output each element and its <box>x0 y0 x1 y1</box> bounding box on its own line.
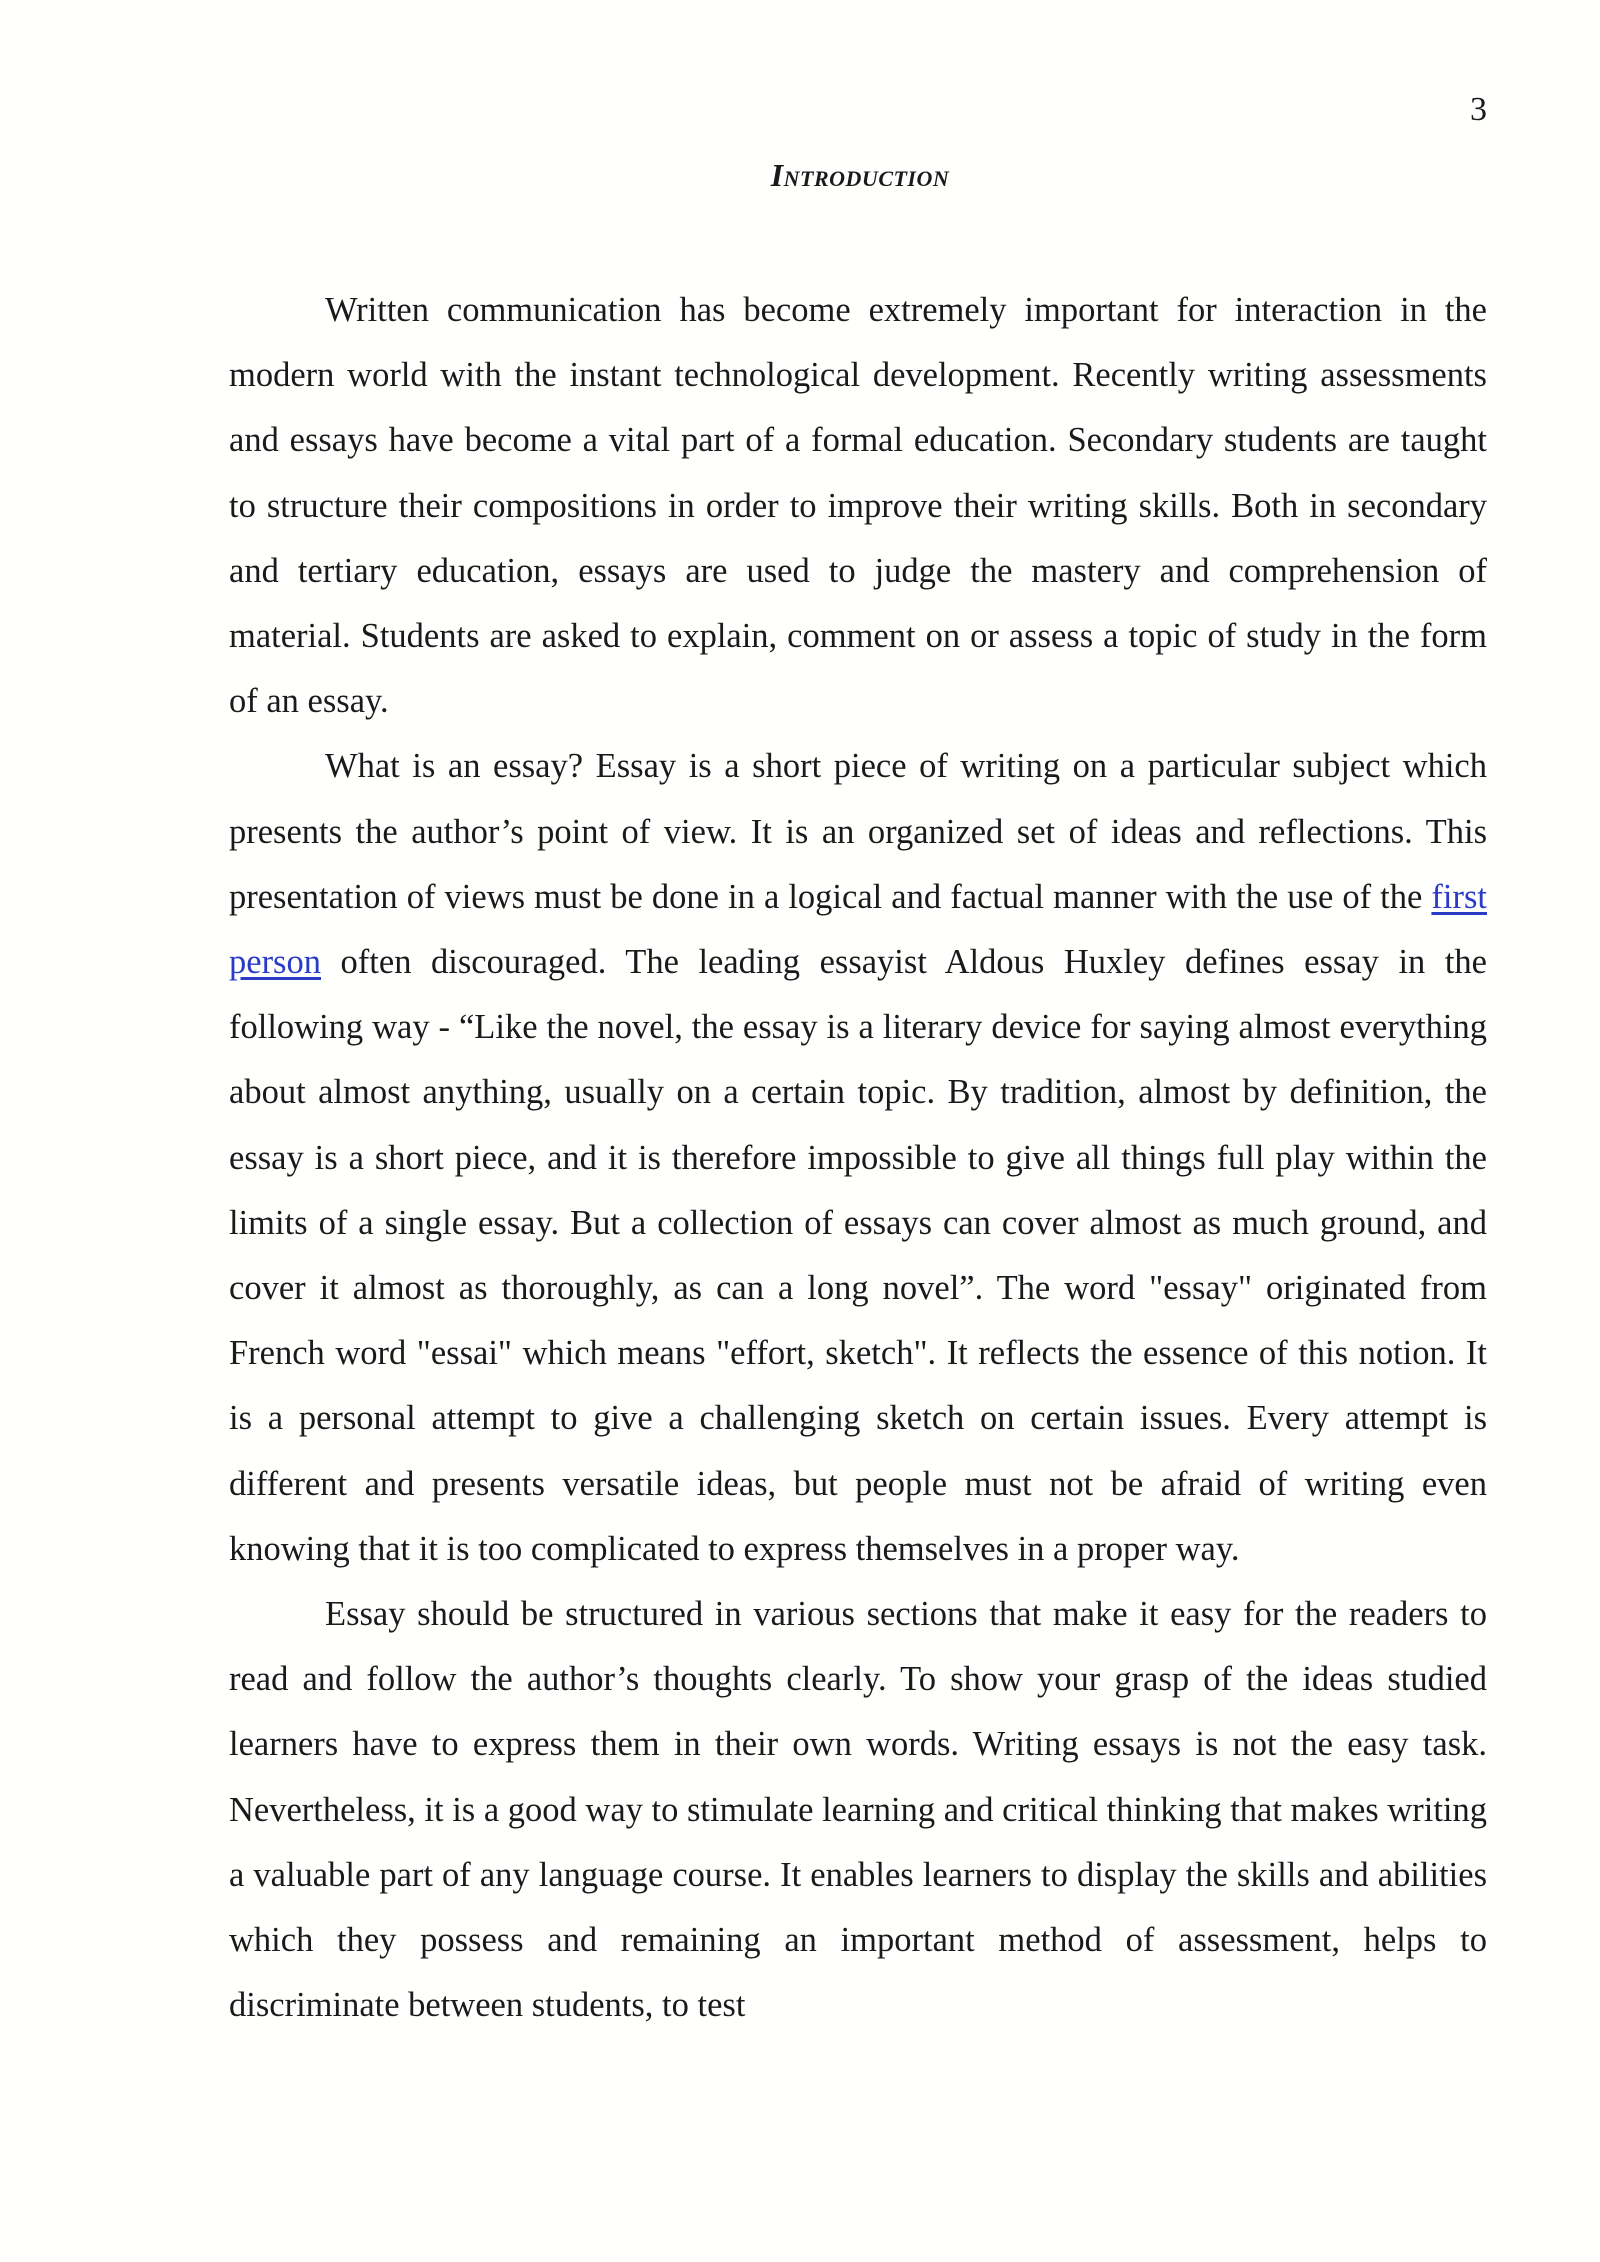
paragraph-2 <box>229 734 1487 1582</box>
body-text <box>229 278 1487 2038</box>
section-title: Introduction <box>770 157 950 193</box>
paragraph-3: Essay should be structured in various sections that make it easy for the readers to read and follow the author’s thoughts clearly. To show your grasp of the ideas studied learners have to express them in their own words. Writing essays is not the easy task. Nevertheless, it is a good way to stimulate learning and critical thinking that makes writing a valuable part of any language course. It enables learners to display the skills and abilities which they possess and remaining an important method of assessment, helps to discriminate between students, to test <box>229 1595 1487 2025</box>
paragraph-2-text-after-link: often discouraged. The leading essayist Aldous Huxley defines essay in the following way - “Like the novel, the essay is a literary device for saying almost everything about almost anything, usually on a certain topic. By tradition, almost by definition, the essay is a short piece, and it is therefore impossible to give all things full play within the limits of a single essay. But a collection of essays can cover almost as much ground, and cover it almost as thoroughly, as can a long novel”. The word "essay" originated from French word "essai" which means "effort, sketch". It reflects the essence of this notion. It is a personal attempt to give a challenging sketch on certain issues. Every attempt is different and presents versatile ideas, but people must not be afraid of writing even knowing that it is too complicated to express themselves in a proper way. <box>229 943 1487 1568</box>
first-person-link[interactable]: first person <box>229 877 1487 982</box>
paragraph-2-text-before-link: What is an essay? Essay is a short piece of writing on a particular subject which presents the author’s point of view. It is an organized set of ideas and reflections. This presentation of views must be done in a logical and factual manner with the use of the <box>229 747 1487 916</box>
paragraph-1: Written communication has become extremely important for interaction in the modern world with the instant technological development. Recently writing assessments and essays have become a vital part of a formal education. Secondary students are taught to structure their compositions in order to improve their writing skills. Both in secondary and tertiary education, essays are used to judge the mastery and comprehension of material. Students are asked to explain, comment on or assess a topic of study in the form of an essay. <box>229 291 1487 721</box>
page-number: 3 <box>1470 91 1487 128</box>
